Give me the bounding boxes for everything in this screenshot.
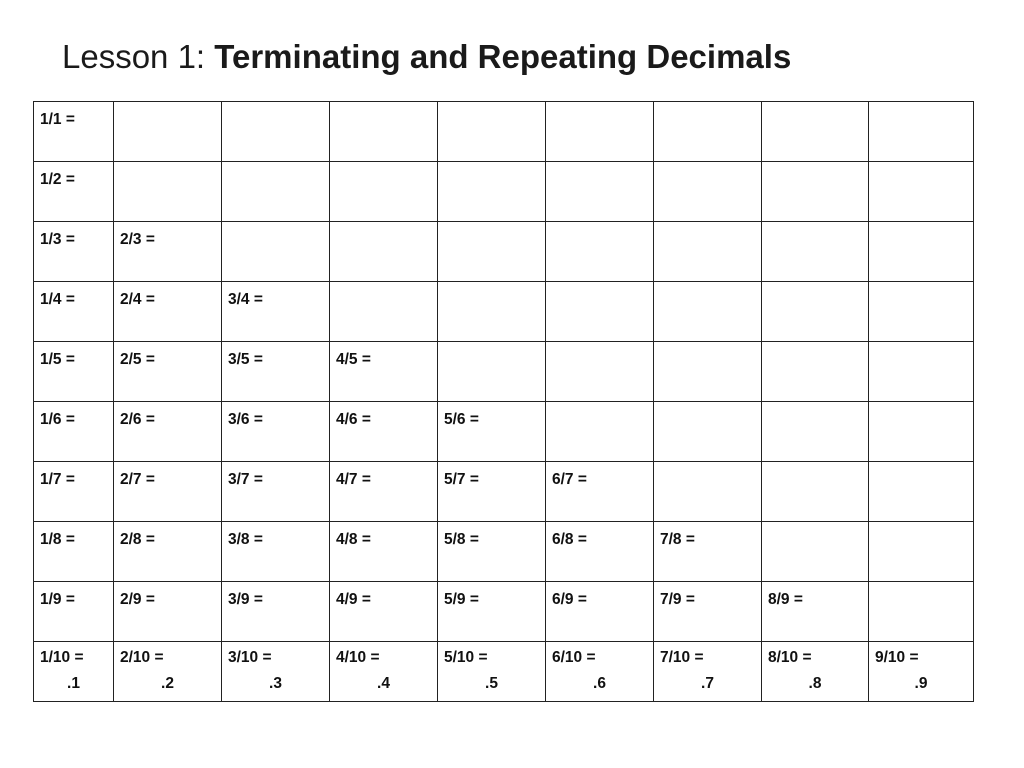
table-cell bbox=[654, 222, 762, 282]
fraction-label: 5/10 = bbox=[444, 649, 488, 666]
table-cell bbox=[546, 222, 654, 282]
table-cell bbox=[222, 222, 330, 282]
fraction-label: 1/10 = bbox=[40, 649, 84, 666]
fraction-label: 4/7 = bbox=[336, 471, 371, 488]
table-cell bbox=[34, 642, 114, 702]
table-cell bbox=[869, 462, 974, 522]
table-row bbox=[34, 462, 974, 522]
table-cell bbox=[34, 402, 114, 462]
fraction-label: 7/8 = bbox=[660, 531, 695, 548]
table-cell bbox=[546, 102, 654, 162]
fraction-label: 4/9 = bbox=[336, 591, 371, 608]
decimal-answer: .3 bbox=[269, 675, 282, 692]
table-cell bbox=[34, 282, 114, 342]
title-main: Terminating and Repeating Decimals bbox=[214, 38, 792, 75]
table-cell bbox=[654, 162, 762, 222]
table-cell bbox=[330, 402, 438, 462]
table-cell bbox=[114, 582, 222, 642]
fraction-label: 3/5 = bbox=[228, 351, 263, 368]
table-cell bbox=[546, 282, 654, 342]
fraction-label: 1/4 = bbox=[40, 291, 75, 308]
table-cell bbox=[869, 342, 974, 402]
fraction-label: 3/8 = bbox=[228, 531, 263, 548]
table-cell bbox=[114, 402, 222, 462]
table-cell bbox=[330, 342, 438, 402]
fraction-label: 1/7 = bbox=[40, 471, 75, 488]
table-cell bbox=[330, 162, 438, 222]
table-cell bbox=[114, 222, 222, 282]
fraction-label: 6/8 = bbox=[552, 531, 587, 548]
table-cell bbox=[762, 282, 869, 342]
table-cell bbox=[114, 462, 222, 522]
fraction-label: 1/3 = bbox=[40, 231, 75, 248]
table-cell bbox=[34, 582, 114, 642]
fraction-label: 2/3 = bbox=[120, 231, 155, 248]
fraction-label: 2/9 = bbox=[120, 591, 155, 608]
fraction-label: 2/5 = bbox=[120, 351, 155, 368]
table-cell bbox=[34, 522, 114, 582]
table-row bbox=[34, 342, 974, 402]
fraction-label: 4/8 = bbox=[336, 531, 371, 548]
table-cell bbox=[654, 582, 762, 642]
table-cell bbox=[330, 282, 438, 342]
table-cell bbox=[330, 462, 438, 522]
table-cell bbox=[438, 162, 546, 222]
table-cell bbox=[869, 402, 974, 462]
table-cell bbox=[330, 642, 438, 702]
table-cell bbox=[438, 222, 546, 282]
fraction-label: 3/6 = bbox=[228, 411, 263, 428]
table-cell bbox=[654, 402, 762, 462]
fraction-label: 4/6 = bbox=[336, 411, 371, 428]
fraction-label: 5/7 = bbox=[444, 471, 479, 488]
table-cell bbox=[546, 522, 654, 582]
table-cell bbox=[438, 282, 546, 342]
fraction-label: 2/7 = bbox=[120, 471, 155, 488]
fraction-label: 7/9 = bbox=[660, 591, 695, 608]
table-cell bbox=[869, 102, 974, 162]
table-cell bbox=[762, 522, 869, 582]
fraction-label: 6/9 = bbox=[552, 591, 587, 608]
fraction-label: 9/10 = bbox=[875, 649, 919, 666]
table-cell bbox=[869, 582, 974, 642]
table-row bbox=[34, 102, 974, 162]
fraction-decimal-table bbox=[33, 101, 974, 702]
table-cell bbox=[762, 342, 869, 402]
table-cell bbox=[34, 342, 114, 402]
table-cell bbox=[438, 642, 546, 702]
fraction-label: 1/1 = bbox=[40, 111, 75, 128]
table-cell bbox=[438, 522, 546, 582]
table-cell bbox=[546, 162, 654, 222]
table-cell bbox=[114, 522, 222, 582]
decimal-answer: .6 bbox=[593, 675, 606, 692]
table-row bbox=[34, 582, 974, 642]
table-cell bbox=[114, 162, 222, 222]
table-cell bbox=[114, 342, 222, 402]
table-cell bbox=[222, 402, 330, 462]
title-prefix: Lesson 1: bbox=[62, 38, 215, 75]
table-cell bbox=[222, 342, 330, 402]
fraction-label: 1/2 = bbox=[40, 171, 75, 188]
table-cell bbox=[222, 282, 330, 342]
table-cell bbox=[438, 342, 546, 402]
table-cell bbox=[330, 222, 438, 282]
table-cell bbox=[114, 102, 222, 162]
table-cell bbox=[222, 102, 330, 162]
fraction-label: 6/7 = bbox=[552, 471, 587, 488]
fraction-label: 2/4 = bbox=[120, 291, 155, 308]
table-cell bbox=[34, 102, 114, 162]
fraction-label: 1/6 = bbox=[40, 411, 75, 428]
table-cell bbox=[654, 342, 762, 402]
fraction-label: 2/6 = bbox=[120, 411, 155, 428]
table-cell bbox=[330, 522, 438, 582]
fraction-label: 3/9 = bbox=[228, 591, 263, 608]
fraction-label: 8/10 = bbox=[768, 649, 812, 666]
fraction-label: 3/10 = bbox=[228, 649, 272, 666]
fraction-label: 3/7 = bbox=[228, 471, 263, 488]
table-cell bbox=[869, 282, 974, 342]
table-cell bbox=[762, 222, 869, 282]
fraction-label: 1/5 = bbox=[40, 351, 75, 368]
table-cell bbox=[222, 522, 330, 582]
table-cell bbox=[330, 102, 438, 162]
decimal-answer: .9 bbox=[914, 675, 928, 692]
decimal-answer: .1 bbox=[67, 675, 80, 692]
table-cell bbox=[330, 582, 438, 642]
decimal-answer: .4 bbox=[377, 675, 390, 692]
decimal-answer: .2 bbox=[161, 675, 174, 692]
table-cell bbox=[654, 642, 762, 702]
table-row bbox=[34, 282, 974, 342]
fraction-label: 5/6 = bbox=[444, 411, 479, 428]
table-cell bbox=[762, 102, 869, 162]
table-cell bbox=[438, 582, 546, 642]
fraction-label: 2/10 = bbox=[120, 649, 164, 666]
table-cell bbox=[438, 102, 546, 162]
fraction-label: 1/9 = bbox=[40, 591, 75, 608]
fraction-label: 7/10 = bbox=[660, 649, 704, 666]
decimal-answer: .5 bbox=[485, 675, 498, 692]
table-cell bbox=[762, 162, 869, 222]
table-cell bbox=[762, 642, 869, 702]
fraction-label: 5/8 = bbox=[444, 531, 479, 548]
fraction-label: 8/9 = bbox=[768, 591, 803, 608]
fraction-label: 5/9 = bbox=[444, 591, 479, 608]
table-row bbox=[34, 522, 974, 582]
table-cell bbox=[114, 282, 222, 342]
table-cell bbox=[222, 642, 330, 702]
table-row bbox=[34, 162, 974, 222]
table-cell bbox=[114, 642, 222, 702]
table-cell bbox=[654, 102, 762, 162]
table-cell bbox=[762, 582, 869, 642]
table-cell bbox=[869, 222, 974, 282]
table-row bbox=[34, 402, 974, 462]
table-cell bbox=[546, 462, 654, 522]
table-cell bbox=[34, 222, 114, 282]
table-cell bbox=[654, 462, 762, 522]
table-cell bbox=[438, 462, 546, 522]
decimal-answer: .8 bbox=[808, 675, 822, 692]
table-cell bbox=[869, 642, 974, 702]
table-cell bbox=[654, 522, 762, 582]
fraction-label: 4/10 = bbox=[336, 649, 380, 666]
table-cell bbox=[34, 162, 114, 222]
table-cell bbox=[762, 462, 869, 522]
decimal-answer: .7 bbox=[701, 675, 714, 692]
fraction-label: 1/8 = bbox=[40, 531, 75, 548]
table-cell bbox=[546, 342, 654, 402]
table-cell bbox=[869, 522, 974, 582]
table-cell bbox=[222, 582, 330, 642]
fraction-label: 2/8 = bbox=[120, 531, 155, 548]
fraction-label: 4/5 = bbox=[336, 351, 371, 368]
table-cell bbox=[869, 162, 974, 222]
table-cell bbox=[222, 162, 330, 222]
fraction-label: 3/4 = bbox=[228, 291, 263, 308]
table-cell bbox=[546, 642, 654, 702]
table-cell bbox=[654, 282, 762, 342]
table-cell bbox=[762, 402, 869, 462]
table-cell bbox=[546, 402, 654, 462]
table-row bbox=[34, 642, 974, 702]
table-cell bbox=[546, 582, 654, 642]
table-cell bbox=[222, 462, 330, 522]
table-cell bbox=[34, 462, 114, 522]
table-row bbox=[34, 222, 974, 282]
fraction-label: 6/10 = bbox=[552, 649, 596, 666]
page-title bbox=[62, 38, 791, 76]
table-cell bbox=[438, 402, 546, 462]
